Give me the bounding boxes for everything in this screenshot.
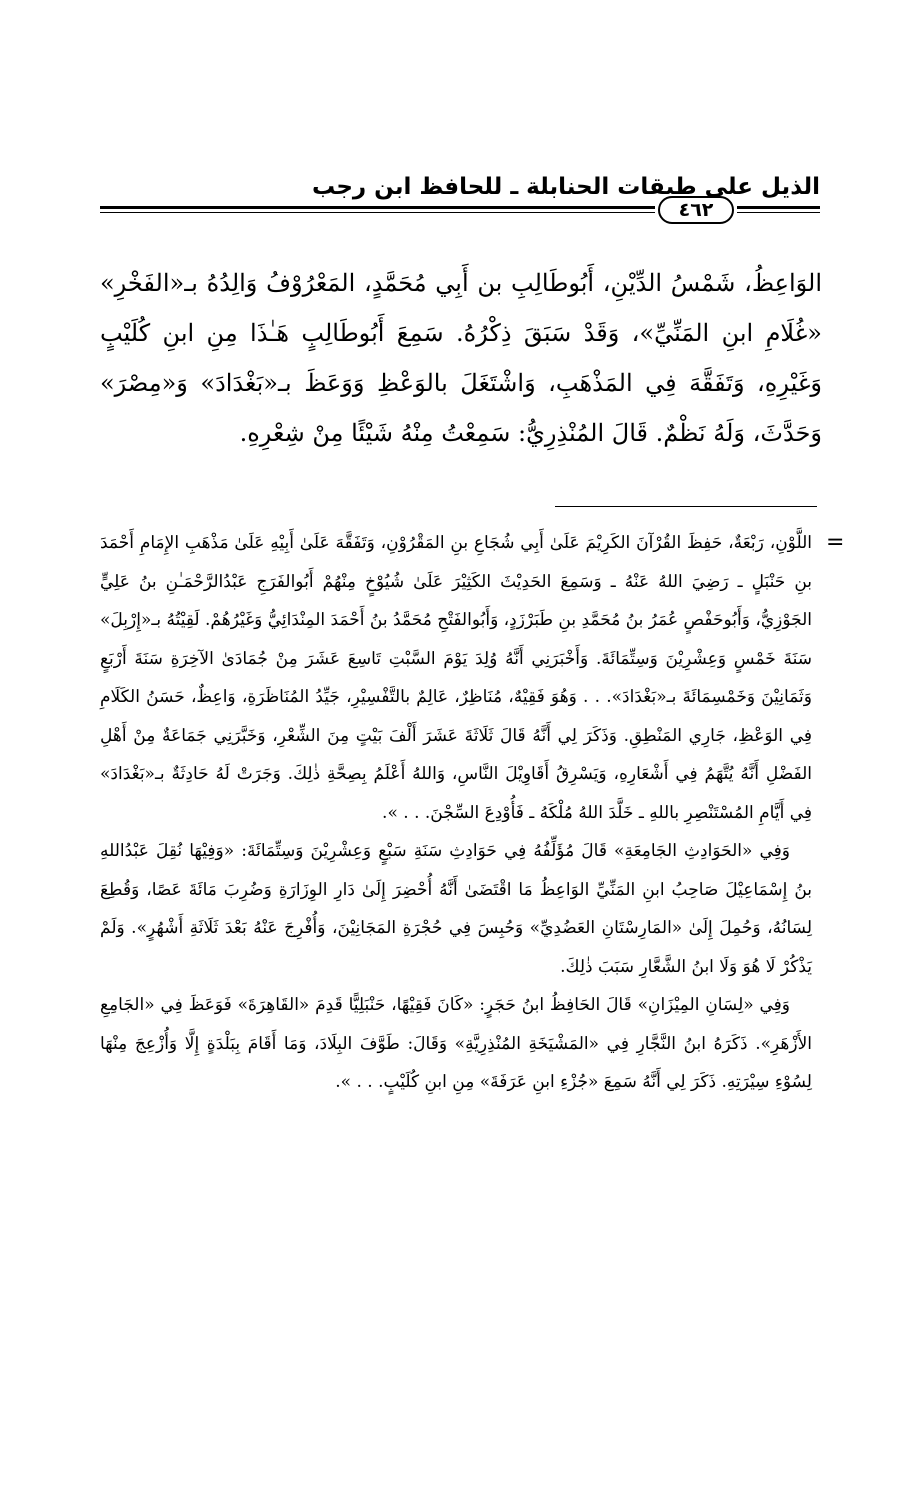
- footnote-paragraph: وَفِي «الحَوَادِثِ الجَامِعَةِ» قَالَ مُؤَلِّفُهُ فِي حَوَادِثِ سَنَةِ سَبْعٍ وَعِشْرِيْنَ وَسِتِّمَائَةَ: «وَفِيْهَا نُقِلَ عَبْدُاللهِ بنُ إِسْمَاعِيْلَ صَاحِبُ ابنِ المَنِّيِّ الوَاعِظُ مَا اقْتَضَىٰ أَنَّهُ أُحْضِرَ إِلَىٰ دَارِ الوِزَارَةِ وَضُرِبَ مَائَةَ عَصًا، وَقُطِعَ لِسَانُهُ، وَحُمِلَ إِلَىٰ «المَارِسْتَانِ العَضُدِيِّ» وَحُبِسَ فِي حُجْرَةِ المَجَانِيْنَ، وَأُفْرِجَ عَنْهُ بَعْدَ ثَلَاثَةِ أَشْهُرٍ». وَلَمْ يَذْكُرْ لَا هُوَ وَلَا ابنُ الشَّعَّارِ سَبَبَ ذٰلِكَ.: [100, 841, 812, 977]
- footnote-paragraph: وَفِي «لِسَانِ المِيْزَانِ» قَالَ الحَافِظُ ابنُ حَجَرٍ: «كَانَ فَقِيْهًا، حَنْبَلِيًّا قَدِمَ «القَاهِرَةَ» فَوَعَظَ فِي «الجَامِعِ الأَزْهَرِ». ذَكَرَهُ ابنُ النَّجَّارِ فِي «المَشْيَخَةِ المُنْذِرِيَّةِ» وَقَالَ: طَوَّفَ البِلَادَ، وَمَا أَقَامَ بِبَلْدَةٍ إِلَّا وَأُزْعِجَ مِنْهَا لِسُوْءِ سِيْرَتِهِ. ذَكَرَ لِي أَنَّهُ سَمِعَ «جُزْءِ ابنِ عَرَفَةَ» مِنِ ابنِ كُلَيْبٍ. . . ».: [100, 995, 812, 1092]
- main-paragraph: الوَاعِظُ، شَمْسُ الدِّيْنِ، أَبُوطَالِبِ بن أَبِي مُحَمَّدٍ، المَعْرُوْفُ وَالِدُهُ بـ«الفَخْرِ» «غُلَامِ ابنِ المَنِّيِّ»، وَقَدْ سَبَقَ ذِكْرُهُ. سَمِعَ أَبُوطَالِبٍ هَـٰذَا مِنِ ابنِ كُلَيْبٍ وَغَيْرِهِ، وَتَفَقَّهَ فِي المَذْهَبِ، وَاشْتَغَلَ بالوَعْظِ وَوَعَظَ بـ«بَغْدَادَ» وَ«مِصْرَ» وَحَدَّثَ، وَلَهُ نَظْمٌ. قَالَ المُنْذِرِيُّ: سَمِعْتُ مِنْهُ شَيْئًا مِنْ شِعْرِهِ.: [100, 269, 822, 447]
- footnote-separator: [555, 506, 817, 507]
- page-number: ٤٦٢: [658, 196, 734, 224]
- footnote-continuation-mark: =: [826, 530, 845, 555]
- header-rule-left: [100, 206, 655, 209]
- main-body-text: [100, 258, 822, 458]
- header-rule-left-thin: [100, 212, 655, 213]
- running-header-title: الذيل على طبقات الحنابلة ـ للحافظ ابن رجب: [311, 174, 820, 200]
- footnotes-section: [100, 524, 812, 1102]
- footnote-paragraph: اللَّوْنِ، رَبْعَةٌ، حَفِظَ القُرْآنَ الكَرِيْمَ عَلَىٰ أَبِي شُجَاعِ بنِ المَقْرُوْنِ، وَتَفَقَّهَ عَلَىٰ أَبِيْهِ عَلَىٰ مَذْهَبِ الإِمَامِ أَحْمَدَ بنِ حَنْبَلٍ ـ رَضِيَ اللهُ عَنْهُ ـ وَسَمِعَ الحَدِيْثَ الكَثِيْرَ عَلَىٰ شُيُوْخٍ مِنْهُمْ أَبُوالفَرَجِ عَبْدُالرَّحْمَـٰنِ بنُ عَلِيٍّ الجَوْزِيُّ، وَأَبُوحَفْصٍ عُمَرُ بنُ مُحَمَّدِ بنِ طَبَرْزَدٍ، وَأَبُوالفَتْحِ مُحَمَّدُ بنُ أَحْمَدَ المِنْدَائِيُّ وَغَيْرُهُمْ. لَقِيْتُهُ بـ«إِرْبِلَ» سَنَةَ خَمْسٍ وَعِشْرِيْنَ وَسِتِّمَائَةَ. وَأَخْبَرَنِي أَنَّهُ وُلِدَ يَوْمَ السَّبْتِ تَاسِعَ عَشَرَ مِنْ جُمَادَىٰ الآخِرَةِ سَنَةَ أَرْبَعٍ وَثَمَانِيْنَ وَخَمْسِمَائَةَ بـ«بَغْدَادَ». . . وَهُوَ فَقِيْهٌ، مُنَاظِرٌ، عَالِمٌ بالتَّفْسِيْرِ، جَيِّدُ المُنَاظَرَةِ، وَاعِظٌ، حَسَنُ الكَلَامِ فِي الوَعْظِ، جَارِي المَنْطِقِ. وَذَكَرَ لِي أَنَّهُ قَالَ ثَلَاثَةَ عَشَرَ أَلْفَ بَيْتٍ مِنَ الشِّعْرِ، وَخَبَّرَنِي جَمَاعَةٌ مِنْ أَهْلِ الفَضْلِ أَنَّهُ يُتَّهَمُ فِي أَشْعَارِهِ، وَيَسْرِقُ أَقَاوِيْلَ النَّاسِ، وَاللهُ أَعْلَمُ بِصِحَّةِ ذٰلِكَ. وَجَرَتْ لَهُ حَادِثَةٌ بـ«بَغْدَادَ» فِي أَيَّامِ المُسْتَنْصِرِ باللهِ ـ خَلَّدَ اللهُ مُلْكَهُ ـ فَأُوْدِعَ السِّجْنَ. . . ».: [100, 533, 812, 823]
- header-rule-right: [737, 206, 820, 209]
- header-rule-right-thin: [737, 212, 820, 213]
